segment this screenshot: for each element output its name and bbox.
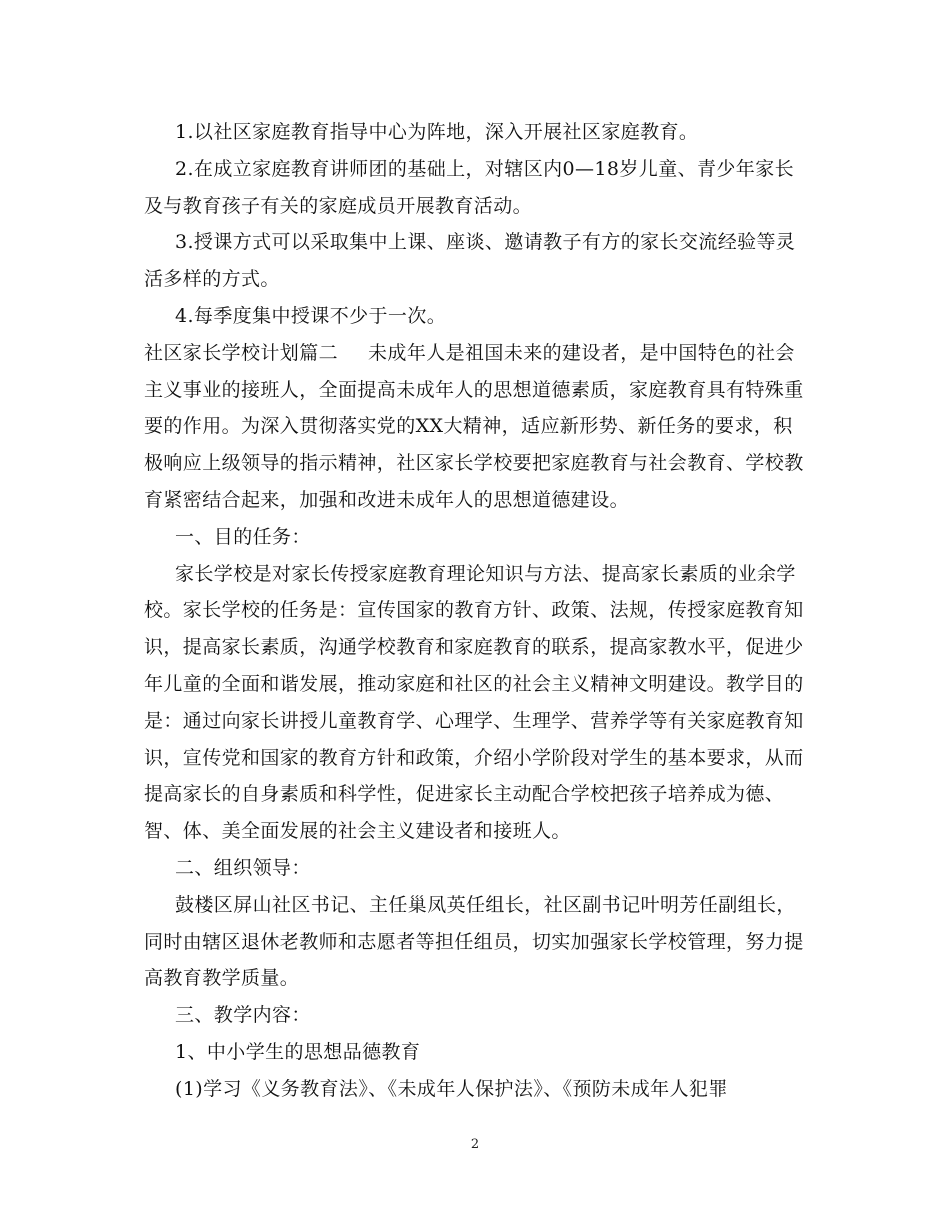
heading-organization: 二、组织领导：	[175, 856, 311, 879]
heading-purpose: 一、目的任务：	[175, 525, 311, 548]
paragraph-item-3: 3.授课方式可以采取集中上课、座谈、邀请教子有方的家长交流经验等灵活多样的方式。	[144, 231, 796, 291]
heading-content: 三、教学内容：	[175, 1004, 311, 1027]
section-title: 社区家长学校计划篇二	[144, 341, 339, 364]
section-intro: 未成年人是祖国未来的建设者，是中国特色的社会主义事业的接班人，全面提高未成年人的思想道德素质，家庭教育具有特殊重要的作用。为深入贯彻落实党的XX大精神，适应新形势、新任务的要求，积极响应上级领导的指示精神，社区家长学校要把家庭教育与社会教育、学校教育紧密结合起来，加强和改进未成年人的思想道德建设。	[144, 341, 804, 511]
paragraph-item-2: 2.在成立家庭教育讲师团的基础上，对辖区内0—18岁儿童、青少年家长及与教育孩子有关的家庭成员开展教育活动。	[144, 157, 794, 217]
section-two-paragraph	[144, 335, 806, 519]
paragraph-organization: 鼓楼区屏山社区书记、主任巢凤英任组长，社区副书记叶明芳任副组长，同时由辖区退休老教师和志愿者等担任组员，切实加强家长学校管理，努力提高教育教学质量。	[144, 893, 804, 990]
paragraph-item-1: 1.以社区家庭教育指导中心为阵地，深入开展社区家庭教育。	[175, 121, 699, 143]
paragraph-item-4: 4.每季度集中授课不少于一次。	[175, 304, 447, 327]
paragraph-purpose: 家长学校是对家长传授家庭教育理论知识与方法、提高家长素质的业余学校。家长学校的任务是：宣传国家的教育方针、政策、法规，传授家庭教育知识，提高家长素质，沟通学校教育和家庭教育的联系，提高家教水平，促进少年儿童的全面和谐发展，推动家庭和社区的社会主义精神文明建设。教学目的是：通过向家长讲授儿童教育学、心理学、生理学、营养学等有关家庭教育知识，宣传党和国家的教育方针和政策，介绍小学阶段对学生的基本要求，从而提高家长的自身素质和科学性，促进家长主动配合学校把孩子培养成为德、智、体、美全面发展的社会主义建设者和接班人。	[144, 562, 804, 843]
content-subitem-1: (1)学习《义务教育法》、《未成年人保护法》、《预防未成年人犯罪	[175, 1077, 728, 1100]
document-body	[144, 114, 806, 1108]
page-number: 2	[470, 1137, 480, 1152]
content-item-1: 1、中小学生的思想品德教育	[175, 1040, 421, 1063]
